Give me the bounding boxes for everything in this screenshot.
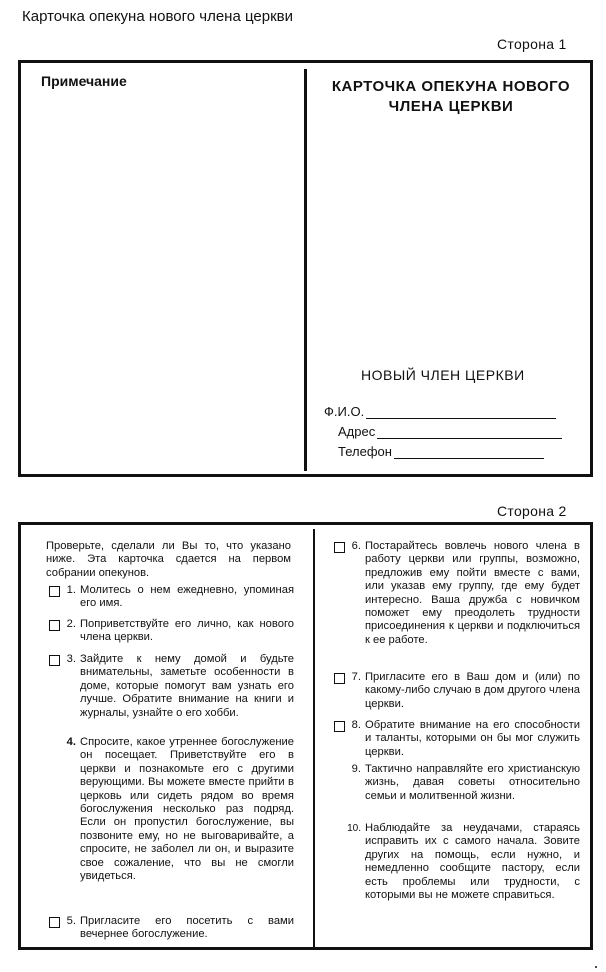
checkbox-7[interactable] xyxy=(334,673,345,684)
side-2-label: Сторона 2 xyxy=(497,503,567,519)
phone-field xyxy=(338,444,544,459)
checklist-item-9: 9. Тактично направляйте его христианскую жизнь, давая советы относительно семьи и молитвенной жизни. xyxy=(351,763,580,802)
checklist-item-4: 4. Спросите, какое утреннее богослужение он посещает. Приветствуйте его в церкви и познакомьте его с другими верующими. Вы можете вместе прийти в церковь или сидеть рядом во время богослужения несколько раз подряд. Если он пропустил богослужение, вы позвоните ему, но не выговаривайте, а спросите, не заболел ли он, и выразите свое сожаление, что вы не смогли увидеться. xyxy=(66,736,294,883)
checkbox-8[interactable] xyxy=(334,721,345,732)
name-field-line xyxy=(366,406,556,419)
note-label: Примечание xyxy=(41,73,127,89)
address-field-label: Адрес xyxy=(338,424,376,439)
card-heading xyxy=(311,77,591,117)
checklist-item-10: 10. Наблюдайте за неудачами, стараясь исправить их с самого начала. Зовите других на помощь, если нужно, и немедленно сообщите пастору, если есть проблемы или трудности, с которыми вы не можете справиться. xyxy=(347,822,580,902)
checklist-item-7: 7. Пригласите его в Ваш дом и (или) по какому-либо случаю в дом другого члена церкви. xyxy=(334,671,580,711)
card-divider xyxy=(304,69,307,471)
side-1-label: Сторона 1 xyxy=(497,36,567,52)
name-field xyxy=(324,404,556,419)
checklist-item-2: 2. Поприветствуйте его лично, как нового члена церкви. xyxy=(49,618,294,645)
name-field-label: Ф.И.О. xyxy=(324,404,365,419)
card-heading-line-1: КАРТОЧКА ОПЕКУНА НОВОГО xyxy=(331,78,571,95)
checklist-item-8: 8. Обратите внимание на его способности и таланты, которыми он бы мог служить церкви. xyxy=(334,719,580,759)
address-field-line xyxy=(377,426,562,439)
intro-text: Проверьте, сделали ли Вы то, что указано ниже. Эта карточка сдается на первом собрании опекунов. xyxy=(46,540,291,579)
card-side-1 xyxy=(18,60,593,477)
checklist-item-6: 6. Постарайтесь вовлечь нового члена в работу церкви или группы, возможно, предложив ему пойти вместе с вами, или указав ему группу, где ему будет интересно. Ваша дружба с новичком поможет ему преодолеть трудности присоединения к церкви и подключиться к ее работе. xyxy=(334,540,580,647)
address-field xyxy=(338,424,562,439)
card-heading-line-2: ЧЛЕНА ЦЕРКВИ xyxy=(388,98,514,115)
checkbox-6[interactable] xyxy=(334,542,345,553)
checkbox-5[interactable] xyxy=(49,917,60,928)
checklist-item-3: 3. Зайдите к нему домой и будьте внимательны, заметьте особенности в доме, которые помогут вам узнать его лучше. Обратите внимание на книги и журналы, узнайте о его хобби. xyxy=(49,653,294,720)
phone-field-line xyxy=(394,446,544,459)
card-2-divider xyxy=(313,529,315,947)
card-side-2 xyxy=(18,522,593,950)
page-title: Карточка опекуна нового члена церкви xyxy=(22,8,293,25)
checkbox-2[interactable] xyxy=(49,620,60,631)
checklist-item-5: 5. Пригласите его посетить с вами вечернее богослужение. xyxy=(49,915,294,942)
checkbox-3[interactable] xyxy=(49,655,60,666)
checkbox-1[interactable] xyxy=(49,586,60,597)
page-dot xyxy=(595,966,597,968)
checklist-item-1: 1. Молитесь о нем ежедневно, упоминая его имя. xyxy=(49,584,294,611)
phone-field-label: Телефон xyxy=(338,444,392,459)
new-member-heading: НОВЫЙ ЧЛЕН ЦЕРКВИ xyxy=(361,367,525,383)
